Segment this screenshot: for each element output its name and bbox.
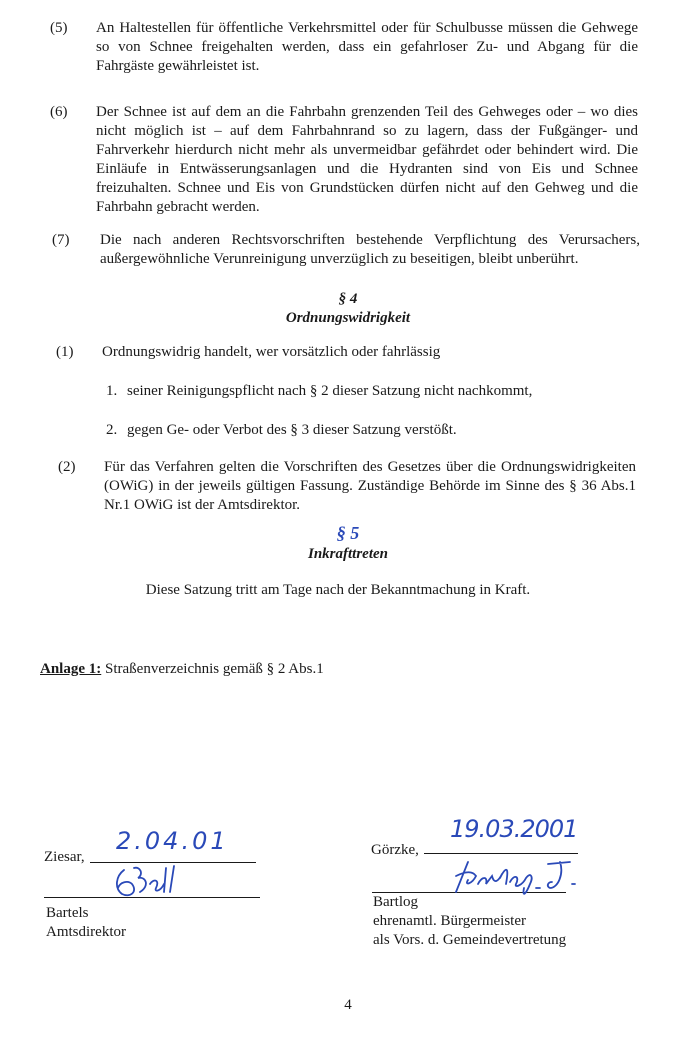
list-item-number: 1.: [106, 383, 118, 399]
left-place: Ziesar,: [44, 849, 85, 865]
paragraph-text: Der Schnee ist auf dem an die Fahrbahn grenzenden Teil des Gehweges oder – wo dies nicht möglich ist – auf dem Fahrbahnrand so zu lagern, dass der Fußgänger- und Fahrverkehr hierdurch nicht mehr als unvermeidbar gefährdet oder behindert wird. Die Einläufe in Entwässerungsanlagen und die Hydranten sind von Eis und Schnee freizuhalten. Schnee und Eis von Grundstücken dürfen nicht auf den Gehweg und die Fahrbahn gebracht werden.: [96, 104, 638, 215]
list-item-text: gegen Ge- oder Verbot des § 3 dieser Satzung verstößt.: [127, 422, 457, 438]
paragraph-text: Ordnungswidrig handelt, wer vorsätzlich oder fahrlässig: [102, 344, 441, 360]
right-signature: [452, 854, 582, 900]
attachment-text: Straßenverzeichnis gemäß § 2 Abs.1: [105, 661, 324, 677]
left-signature: [110, 862, 190, 902]
right-place: Görzke,: [371, 842, 419, 858]
paragraph-text: Die nach anderen Rechtsvorschriften bestehende Verpflichtung des Verursachers, außergewöhnliche Verunreinigung unverzüglich zu beseitigen, bleibt unberührt.: [100, 232, 640, 267]
left-handwritten-date: 2.04.01: [116, 827, 229, 855]
paragraph-text: An Haltestellen für öffentliche Verkehrsmittel oder für Schulbusse müssen die Gehwege so von Schnee freigehalten werden, dass ein gefahrloser Zu- und Abgang für die Fahrgäste gewährleistet ist.: [96, 20, 638, 74]
list-item-text: seiner Reinigungspflicht nach § 2 dieser Satzung nicht nachkommt,: [127, 383, 533, 399]
paragraph-number: (2): [58, 459, 76, 475]
left-signer-name: Bartels: [46, 905, 89, 921]
list-item-number: 2.: [106, 422, 118, 438]
section-title: Inkrafttreten: [307, 546, 388, 562]
right-signer-role-2: als Vors. d. Gemeindevertretung: [373, 932, 567, 948]
left-signer-role: Amtsdirektor: [46, 924, 126, 940]
paragraph-number: (1): [56, 344, 74, 360]
section-number: § 4: [338, 291, 358, 307]
page-number: 4: [344, 997, 352, 1013]
section-title: Ordnungswidrigkeit: [285, 310, 411, 326]
section-text: Diese Satzung tritt am Tage nach der Bekanntmachung in Kraft.: [145, 582, 531, 598]
paragraph-number: (5): [50, 20, 68, 36]
paragraph-text: Für das Verfahren gelten die Vorschriften des Gesetzes über die Ordnungswidrigkeiten (OWiG) in der jeweils gültigen Fassung. Zuständige Behörde im Sinne des § 36 Abs.1 Nr.1 OWiG ist der Amtsdirektor.: [104, 459, 636, 513]
right-handwritten-date: 19.03.2001: [450, 815, 578, 843]
paragraph-number: (7): [52, 232, 70, 248]
right-signer-role: ehrenamtl. Bürgermeister: [373, 913, 527, 929]
paragraph-number: (6): [50, 104, 68, 120]
right-signer-name: Bartlog: [373, 894, 418, 910]
attachment-label: Anlage 1:: [40, 661, 102, 677]
section-number: § 5: [336, 523, 360, 543]
attachment-note: [40, 660, 324, 679]
